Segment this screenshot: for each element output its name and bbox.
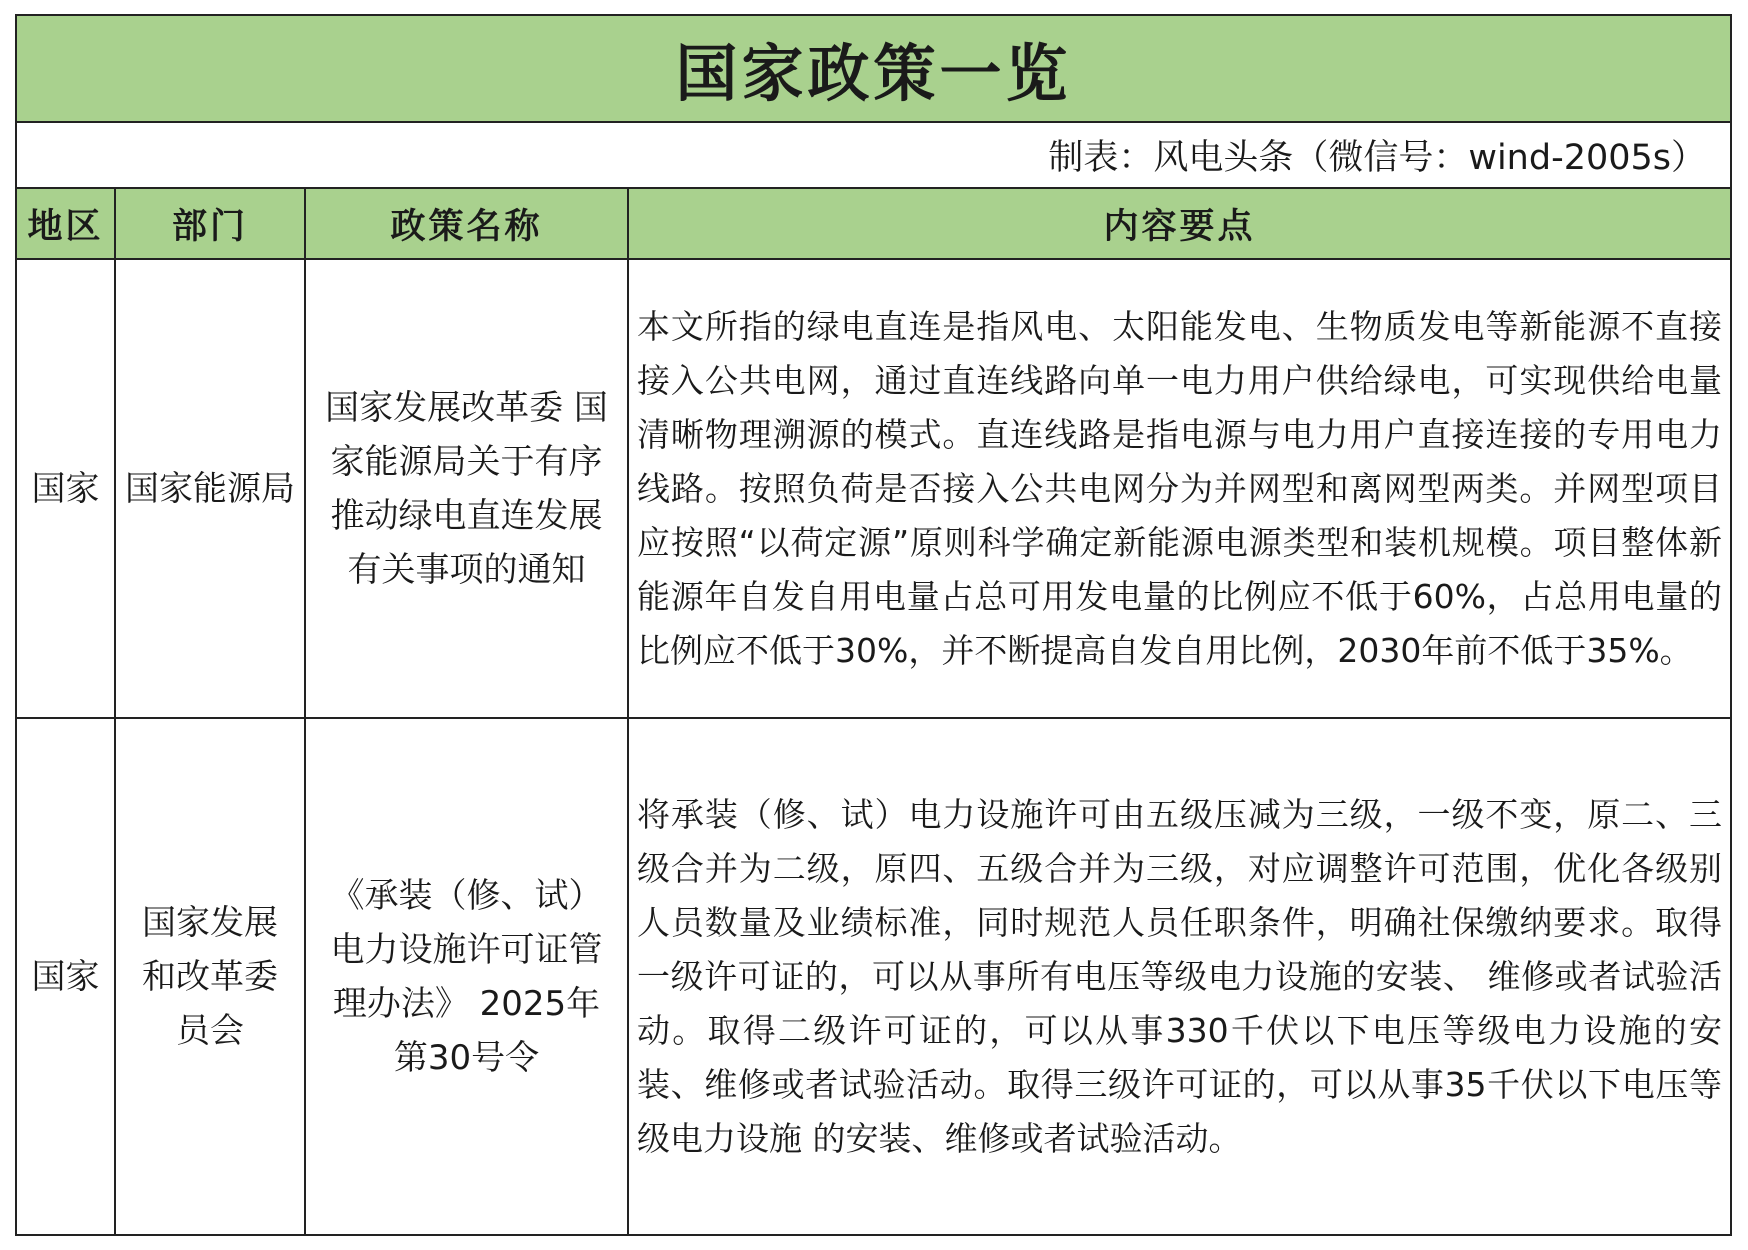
row1-key-points: 本文所指的绿电直连是指风电、太阳能发电、生物质发电等新能源不直接接入公共电网，通过直连线路向单一电力用户供给绿电，可实现供给电量清晰物理溯源的模式。直连线路是指电源与电力用户直接连接的专用电力线路。按照负荷是否接入公共电网分为并网型和离网型两类。并网型项目应按照“以荷定源”原则科学确定新能源电源类型和装机规模。项目整体新能源年自发自用电量占总可用发电量的比例应不低于60%，占总用电量的比例应不低于30%，并不断提高自发自用比例，2030年前不低于35%。 [629,260,1730,719]
header-region: 地区 [17,189,116,260]
header-department: 部门 [116,189,306,260]
header-key-points: 内容要点 [629,189,1730,260]
table-title: 国家政策一览 [17,16,1730,123]
row2-department: 国家发展和改革委员会 [116,719,306,1234]
row1-region: 国家 [17,260,116,719]
header-policy-name: 政策名称 [306,189,629,260]
row2-region: 国家 [17,719,116,1234]
row1-department: 国家能源局 [116,260,306,719]
row2-key-points: 将承装（修、试）电力设施许可由五级压减为三级，一级不变，原二、三级合并为二级，原四、五级合并为三级，对应调整许可范围，优化各级别人员数量及业绩标准，同时规范人员任职条件，明确社保缴纳要求。取得一级许可证的，可以从事所有电压等级电力设施的安装、 维修或者试验活动。取得二级许可证的，可以从事330千伏以下电压等级电力设施的安装、维修或者试验活动。取得三级许可证的，可以从事35千伏以下电压等级电力设施 的安装、维修或者试验活动。 [637,794,1722,1158]
row2-policy-name: 《承装（修、试）电力设施许可证管理办法》 2025年第30号令 [306,719,629,1234]
row1-policy-name: 国家发展改革委 国家能源局关于有序推动绿电直连发展有关事项的通知 [306,260,629,719]
policy-table [15,14,1732,1236]
credit-line: 制表：风电头条（微信号：wind-2005s） [17,123,1730,189]
